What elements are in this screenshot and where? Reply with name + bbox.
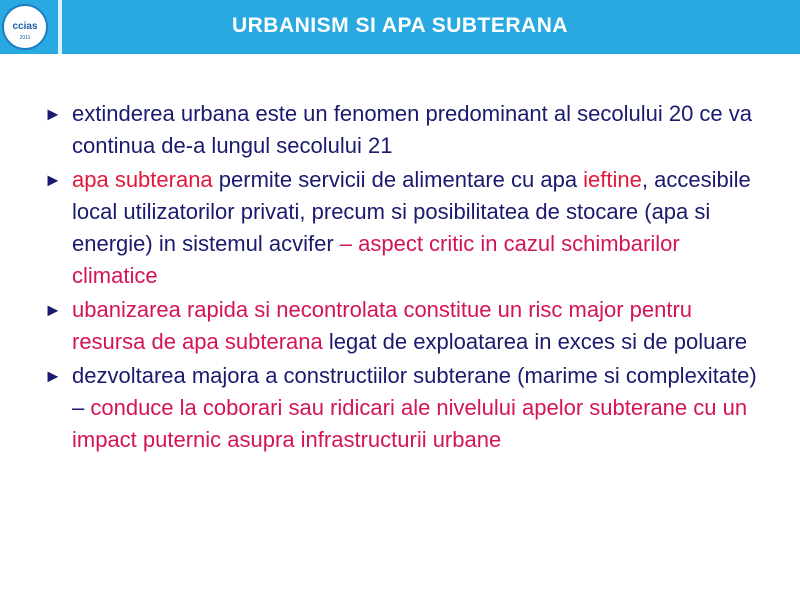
- slide-title: URBANISM SI APA SUBTERANA: [231, 14, 569, 37]
- bullet-highlight: conduce la coborari sau ridicari ale nivelului apelor subterane cu un impact puternic asupra infrastructurii urbane: [72, 395, 748, 452]
- bullet-arrow-icon: ►: [44, 300, 62, 320]
- bullet-list: [44, 98, 764, 458]
- bullet-text: , accesibile local utilizatorilor privati, precum si posibilitatea de stocare (apa si energie) in sistemul acvifer: [72, 167, 751, 256]
- header-divider: [58, 0, 62, 54]
- ccias-logo: [2, 4, 48, 50]
- slide-header: [0, 0, 800, 54]
- bullet-highlight: apa subterana: [72, 167, 213, 192]
- bullet-item: [44, 360, 764, 456]
- bullet-arrow-icon: ►: [44, 104, 62, 124]
- bullet-highlight: ubanizarea rapida si necontrolata constitue un risc major pentru resursa de apa subterana: [72, 297, 693, 354]
- bullet-item: [44, 294, 764, 358]
- bullet-text: extinderea urbana este un fenomen predominant al secolului 20 ce va continua de-a lungul secolului 21: [72, 101, 753, 158]
- bullet-item: [44, 98, 764, 162]
- bullet-arrow-icon: ►: [44, 170, 62, 190]
- logo-text: ccias: [12, 21, 38, 32]
- bullet-arrow-icon: ►: [44, 366, 62, 386]
- bullet-highlight: ieftine: [583, 167, 642, 192]
- bullet-text: dezvoltarea majora a constructiilor subterane (marime si complexitate) –: [72, 363, 757, 420]
- bullet-highlight: – aspect critic in cazul schimbarilor climatice: [72, 231, 680, 288]
- bullet-text: permite servicii de alimentare cu apa: [212, 167, 584, 192]
- bullet-text: legat de exploatarea in exces si de poluare: [322, 329, 748, 354]
- logo-year: 2011: [19, 35, 31, 41]
- bullet-item: [44, 164, 764, 292]
